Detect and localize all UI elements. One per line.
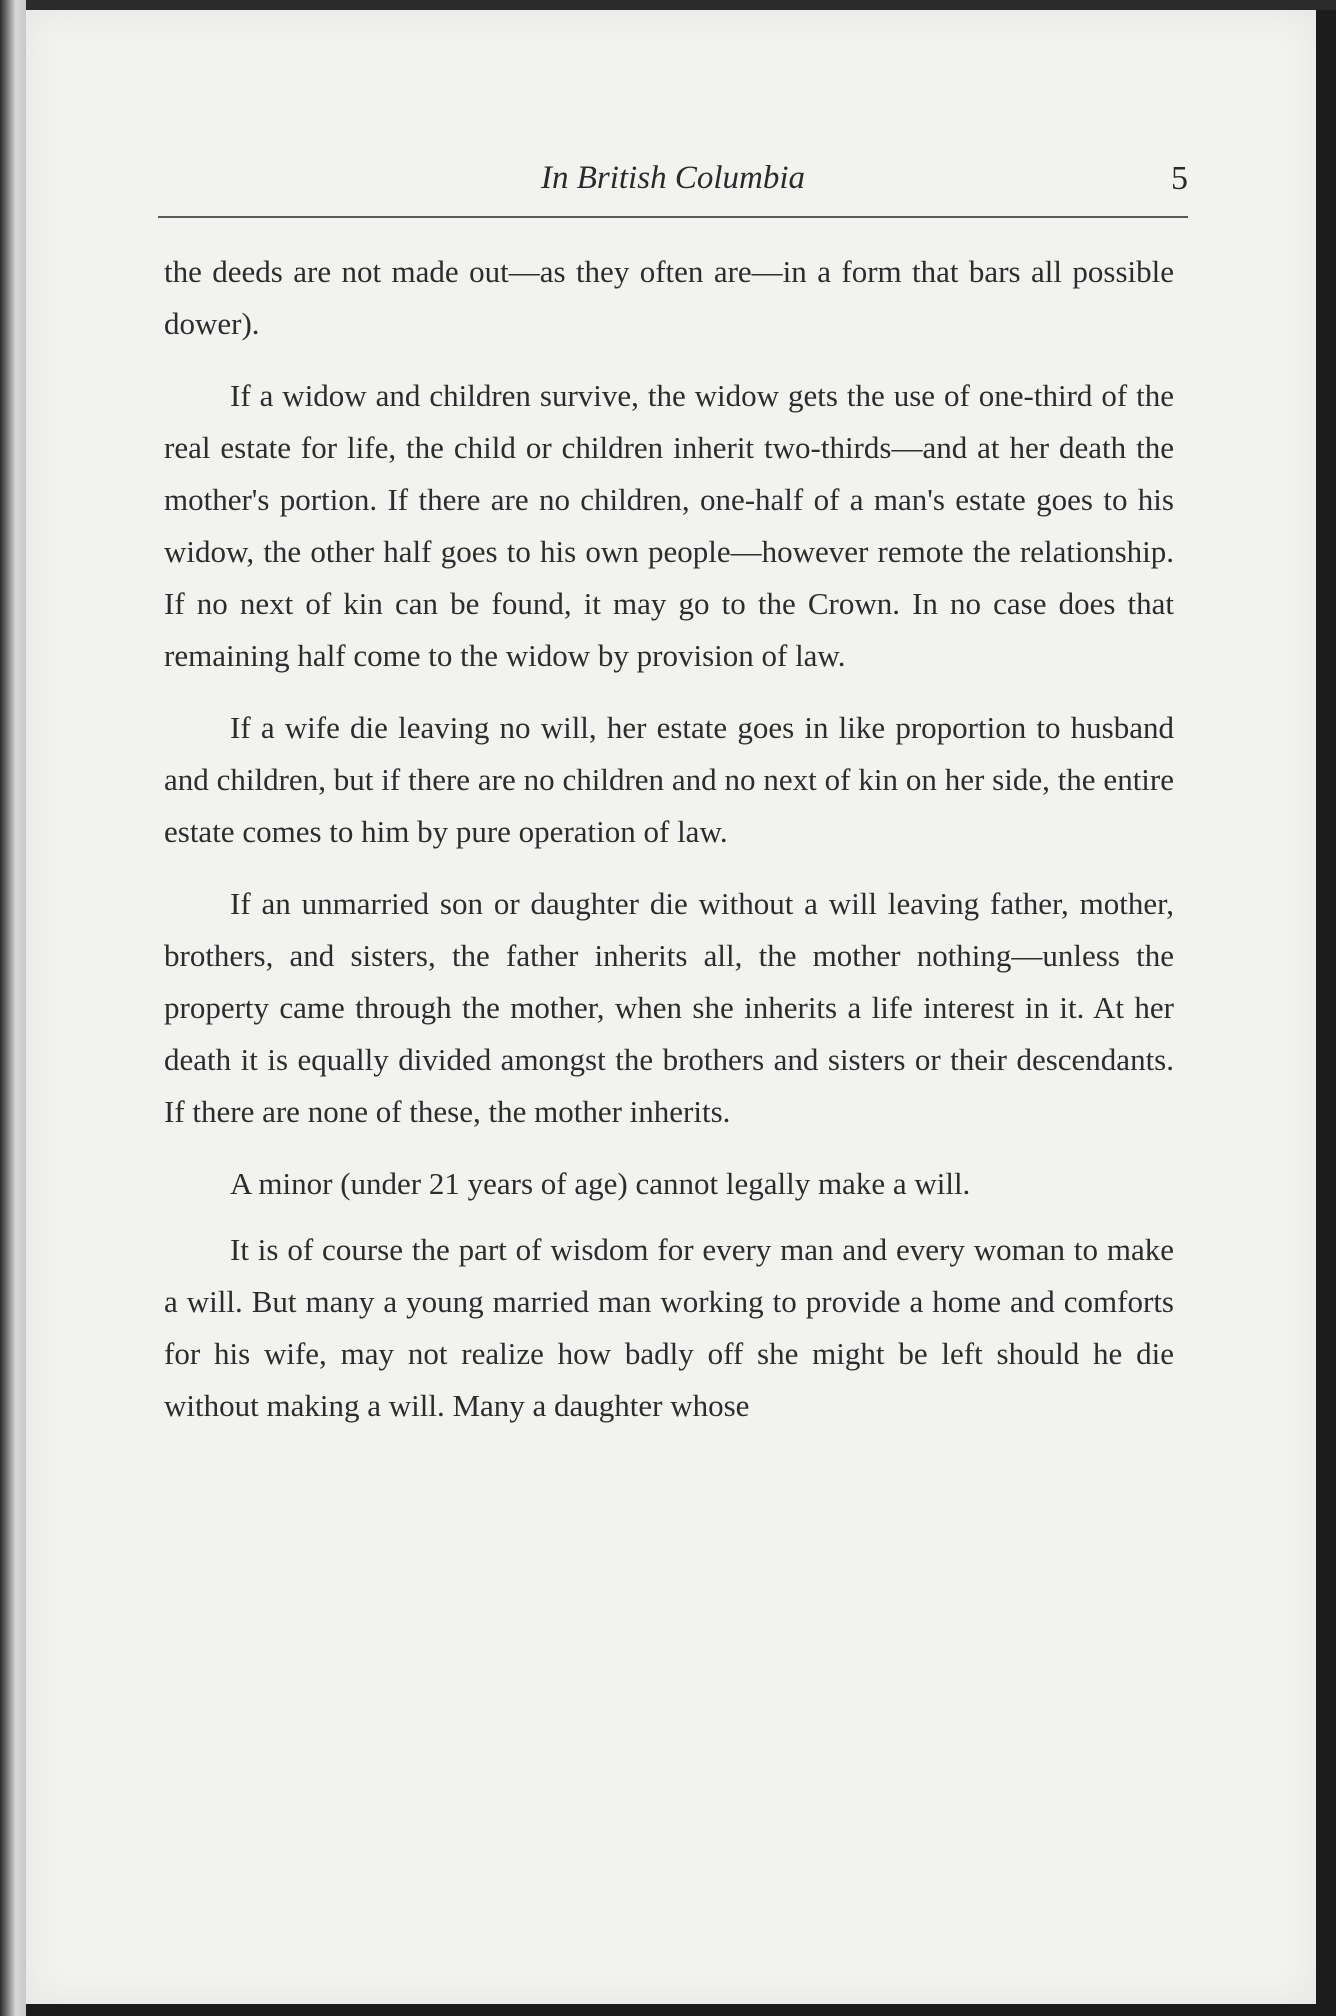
paragraph: If an unmarried son or daughter die without a will leaving father, mother, brothers, and sisters, the father inherits all, the mother nothing—unless the property came through the mother, when she inherits a life interest in it. At her death it is equally divided amongst the brothers and sisters or their descendants. If there are none of these, the mother inherits. bbox=[164, 886, 1174, 1129]
paragraph: If a wife die leaving no will, her estate goes in like proportion to husband and children, but if there are no children and no next of kin on her side, the entire estate comes to him by pure operation of law. bbox=[164, 710, 1174, 849]
scan-top-edge bbox=[0, 0, 1336, 10]
paragraph: If a widow and children survive, the widow gets the use of one-third of the real estate for life, the child or children inherit two-thirds—and at her death the mother's portion. If there are no children, one-half of a man's estate goes to his widow, the other half goes to his own people—however remote the relationship. If no next of kin can be found, it may go to the Crown. In no case does that remaining half come to the widow by provision of law. bbox=[164, 378, 1174, 673]
page-number: 5 bbox=[1171, 160, 1188, 197]
book-page bbox=[26, 10, 1316, 2004]
page-header bbox=[158, 160, 1188, 218]
paragraph: It is of course the part of wisdom for every man and every woman to make a will. But many a young married man working to provide a home and comforts for his wife, may not realize how badly off she might be left should he die without making a will. Many a daughter whose bbox=[164, 1232, 1174, 1423]
paragraph: A minor (under 21 years of age) cannot legally make a will. bbox=[230, 1166, 971, 1201]
paragraph: the deeds are not made out—as they often are—in a form that bars all possible dower). bbox=[164, 254, 1174, 341]
scan-left-edge bbox=[0, 0, 26, 2016]
body-text bbox=[164, 246, 1174, 1452]
running-head: In British Columbia bbox=[540, 160, 806, 196]
